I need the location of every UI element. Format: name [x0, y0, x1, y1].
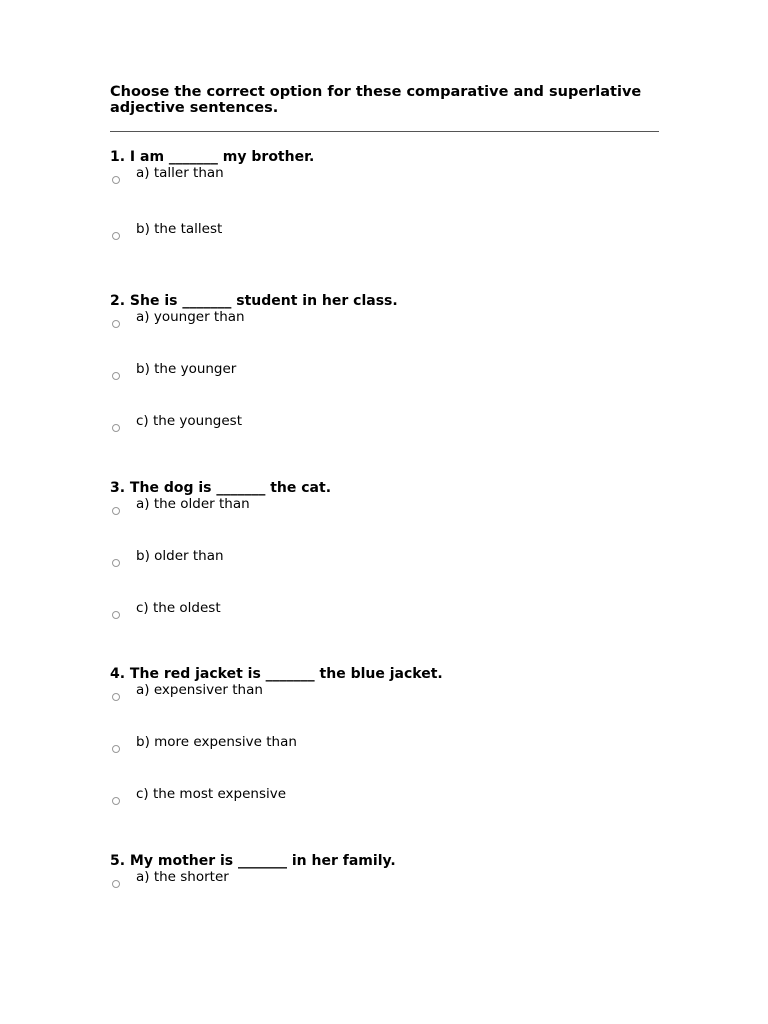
question-text: 3. The dog is _______ the cat.	[110, 480, 332, 496]
answer-option-2b[interactable]	[110, 361, 670, 413]
radio-button-icon[interactable]	[112, 797, 120, 805]
radio-button-icon[interactable]	[112, 745, 120, 753]
radio-button-icon[interactable]	[112, 880, 120, 888]
option-label: a) taller than	[136, 165, 224, 181]
answer-option-1a[interactable]	[110, 165, 670, 217]
answer-option-5a[interactable]	[110, 869, 670, 921]
question-text: 5. My mother is _______ in her family.	[110, 853, 396, 869]
answer-option-4c[interactable]	[110, 786, 670, 838]
answer-option-3b[interactable]	[110, 548, 670, 600]
answer-option-2a[interactable]	[110, 309, 670, 361]
answer-option-1b[interactable]	[110, 221, 670, 273]
question-text: 4. The red jacket is _______ the blue jacket.	[110, 666, 443, 682]
option-label: b) older than	[136, 548, 224, 564]
option-label: a) younger than	[136, 309, 245, 325]
option-label: b) the tallest	[136, 221, 223, 237]
radio-button-icon[interactable]	[112, 372, 120, 380]
instructions-text: Choose the correct option for these comparative and superlative adjective sentences.	[110, 84, 642, 116]
question-text: 2. She is _______ student in her class.	[110, 293, 398, 309]
option-label: a) the older than	[136, 496, 250, 512]
divider-line	[110, 131, 659, 132]
radio-button-icon[interactable]	[112, 559, 120, 567]
question-5	[110, 853, 670, 921]
answer-option-3c[interactable]	[110, 600, 670, 652]
option-label: c) the youngest	[136, 413, 242, 429]
question-2	[110, 293, 670, 465]
radio-button-icon[interactable]	[112, 176, 120, 184]
option-label: a) the shorter	[136, 869, 229, 885]
radio-button-icon[interactable]	[112, 232, 120, 240]
radio-button-icon[interactable]	[112, 424, 120, 432]
answer-option-4a[interactable]	[110, 682, 670, 734]
option-label: b) more expensive than	[136, 734, 297, 750]
option-label: b) the younger	[136, 361, 237, 377]
question-text: 1. I am _______ my brother.	[110, 149, 315, 165]
option-label: c) the most expensive	[136, 786, 287, 802]
answer-option-4b[interactable]	[110, 734, 670, 786]
answer-option-3a[interactable]	[110, 496, 670, 548]
question-1	[110, 149, 670, 273]
radio-button-icon[interactable]	[112, 611, 120, 619]
option-label: a) expensiver than	[136, 682, 263, 698]
radio-button-icon[interactable]	[112, 507, 120, 515]
option-label: c) the oldest	[136, 600, 221, 616]
question-3	[110, 480, 670, 652]
answer-option-2c[interactable]	[110, 413, 670, 465]
radio-button-icon[interactable]	[112, 693, 120, 701]
radio-button-icon[interactable]	[112, 320, 120, 328]
question-4	[110, 666, 670, 838]
